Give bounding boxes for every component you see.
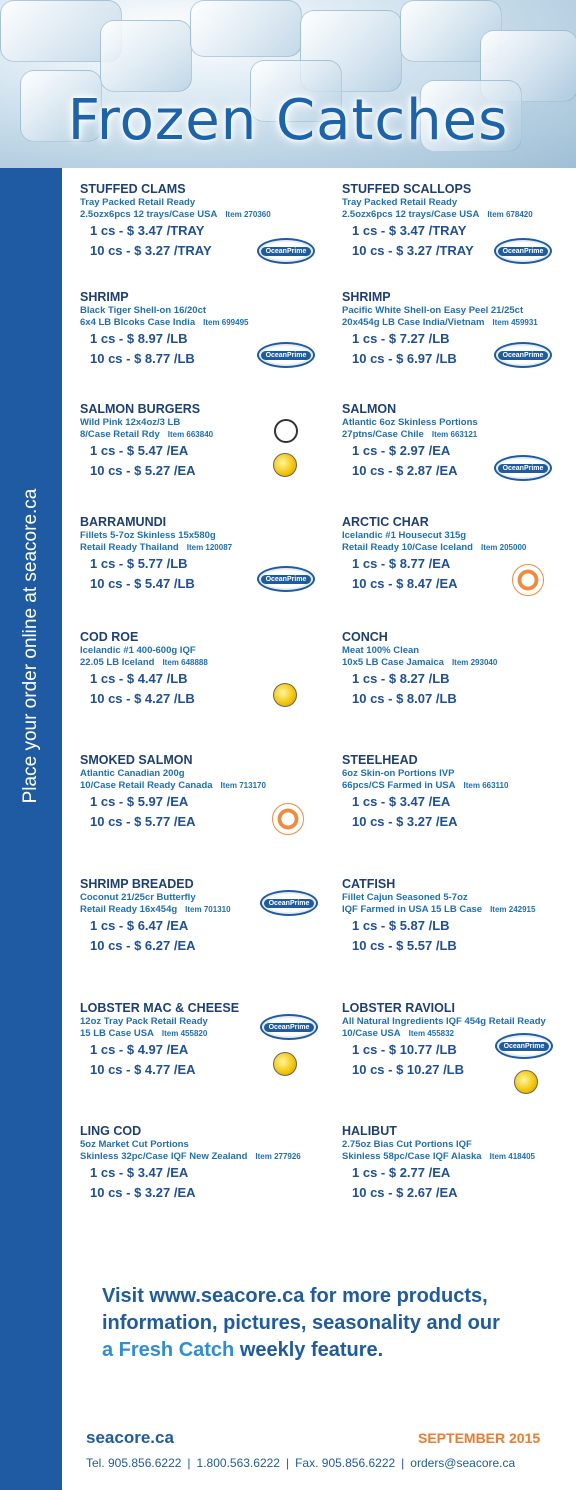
product-desc: Skinless 32pc/Case IQF New Zealand Item 277926 — [80, 1151, 301, 1162]
item-number: Item 663840 — [167, 430, 214, 439]
product-desc: 2.5ozx6pcs 12 trays/Case USA Item 678420 — [342, 209, 533, 220]
price-10cs: 10 cs - $ 3.27 /EA — [352, 814, 458, 829]
product-desc: 2.5ozx6pcs 12 trays/Case USA Item 270360 — [80, 209, 271, 220]
item-number: Item 701310 — [185, 905, 231, 914]
price-10cs: 10 cs - $ 4.77 /EA — [90, 1062, 196, 1077]
product-desc: 22.05 LB Iceland Item 648888 — [80, 657, 208, 668]
product-name: COD ROE — [80, 630, 139, 644]
item-number: Item 455820 — [161, 1029, 208, 1038]
oceanprime-logo: OceanPrime — [257, 566, 315, 592]
ice-cube-image — [190, 0, 302, 57]
product-desc: Skinless 58pc/Case IQF Alaska Item 418405 — [342, 1151, 535, 1162]
product-desc: Atlantic 6oz Skinless Portions — [342, 417, 478, 428]
product-name: LING COD — [80, 1124, 142, 1138]
price-1cs: 1 cs - $ 4.47 /LB — [90, 671, 188, 686]
product-desc: 12oz Tray Pack Retail Ready — [80, 1016, 208, 1027]
certified-stamp-icon — [512, 564, 544, 596]
price-10cs: 10 cs - $ 10.27 /LB — [352, 1062, 465, 1077]
visit-line: information, pictures, seasonality and our — [102, 1312, 500, 1334]
price-1cs: 1 cs - $ 5.97 /EA — [90, 794, 189, 809]
price-1cs: 1 cs - $ 3.47 /TRAY — [352, 223, 467, 238]
product-name: LOBSTER RAVIOLI — [342, 1001, 455, 1015]
product-desc: Retail Ready 10/Case Iceland Item 205000 — [342, 542, 527, 553]
price-10cs: 10 cs - $ 6.97 /LB — [352, 351, 457, 366]
price-10cs: 10 cs - $ 3.27 /EA — [90, 1185, 196, 1200]
item-number: Item 713170 — [220, 781, 266, 790]
product-desc: All Natural Ingredients IQF 454g Retail Ready — [342, 1016, 546, 1027]
visit-message — [102, 1283, 552, 1364]
page-title: Frozen Catches — [67, 88, 509, 153]
yellow-bird-logo-icon — [273, 453, 297, 477]
product-desc: Tray Packed Retail Ready — [342, 197, 458, 208]
product-conch — [342, 630, 576, 706]
product-desc: Icelandic #1 400-600g IQF — [80, 645, 196, 656]
fax-number: Fax. 905.856.6222 — [295, 1456, 396, 1470]
price-10cs: 10 cs - $ 2.87 /EA — [352, 463, 458, 478]
fresh-catch-highlight: a Fresh Catch — [102, 1339, 235, 1361]
product-desc: Coconut 21/25cr Butterfly — [80, 892, 196, 903]
price-10cs: 10 cs - $ 2.67 /EA — [352, 1185, 458, 1200]
product-name: SALMON BURGERS — [80, 402, 201, 416]
product-name: BARRAMUNDI — [80, 515, 167, 529]
price-10cs: 10 cs - $ 5.47 /LB — [90, 576, 195, 591]
product-desc: Meat 100% Clean — [342, 645, 420, 656]
price-10cs: 10 cs - $ 4.27 /LB — [90, 691, 195, 706]
item-number: Item 455832 — [408, 1029, 454, 1038]
product-name: SALMON — [342, 402, 397, 416]
footer-site-link[interactable]: seacore.ca — [86, 1428, 174, 1447]
header-banner — [0, 0, 576, 168]
product-name: SHRIMP — [342, 290, 391, 304]
footer-date: SEPTEMBER 2015 — [418, 1430, 541, 1446]
product-desc: 5oz Market Cut Portions — [80, 1139, 189, 1150]
product-desc: Retail Ready Thailand Item 120087 — [80, 542, 233, 553]
oceanprime-logo: OceanPrime — [257, 238, 315, 264]
item-number: Item 205000 — [480, 543, 527, 552]
price-1cs: 1 cs - $ 10.77 /LB — [352, 1042, 457, 1057]
product-desc: 10x5 LB Case Jamaica Item 293040 — [342, 657, 498, 668]
price-10cs: 10 cs - $ 8.47 /EA — [352, 576, 458, 591]
certification-seal-icon — [274, 419, 298, 443]
product-desc: 6oz Skin-on Portions IVP — [342, 768, 455, 779]
product-name: ARCTIC CHAR — [342, 515, 429, 529]
price-10cs: 10 cs - $ 6.27 /EA — [90, 938, 196, 953]
item-number: Item 699495 — [203, 318, 249, 327]
visit-line: Visit www.seacore.ca for more products, — [102, 1285, 488, 1307]
price-10cs: 10 cs - $ 5.77 /EA — [90, 814, 196, 829]
ice-cube-image — [100, 20, 192, 92]
oceanprime-logo: OceanPrime — [495, 1033, 553, 1059]
oceanprime-logo: OceanPrime — [257, 342, 315, 368]
item-number: Item 663121 — [431, 430, 478, 439]
footer-contacts: Tel. 905.856.6222 | 1.800.563.6222 | Fax. 905.856.6222 | orders@seacore.ca — [86, 1456, 516, 1470]
product-desc: Atlantic Canadian 200g — [80, 768, 185, 779]
price-10cs: 10 cs - $ 3.27 /TRAY — [352, 243, 474, 258]
item-number: Item 418405 — [489, 1152, 535, 1161]
product-desc: Pacific White Shell-on Easy Peel 21/25ct — [342, 305, 524, 316]
product-name: HALIBUT — [342, 1124, 397, 1138]
yellow-bird-logo-icon — [273, 683, 297, 707]
item-number: Item 120087 — [186, 543, 233, 552]
product-name: STUFFED CLAMS — [80, 182, 186, 196]
price-10cs: 10 cs - $ 5.27 /EA — [90, 463, 196, 478]
product-name: STEELHEAD — [342, 753, 418, 767]
price-1cs: 1 cs - $ 8.27 /LB — [352, 671, 450, 686]
product-name: SMOKED SALMON — [80, 753, 193, 767]
product-desc: Retail Ready 16x454g Item 701310 — [80, 904, 231, 915]
oceanprime-logo: OceanPrime — [260, 1014, 318, 1040]
product-desc: 10/Case USA Item 455832 — [342, 1028, 454, 1039]
tollfree-number: 1.800.563.6222 — [196, 1456, 280, 1470]
product-desc: Fillet Cajun Seasoned 5-7oz — [342, 892, 468, 903]
yellow-bird-logo-icon — [514, 1070, 538, 1094]
price-1cs: 1 cs - $ 2.77 /EA — [352, 1165, 451, 1180]
product-desc: 66pcs/CS Farmed in USA Item 663110 — [342, 780, 509, 791]
product-desc: Black Tiger Shell-on 16/20ct — [80, 305, 207, 316]
product-desc: 2.75oz Bias Cut Portions IQF — [342, 1139, 472, 1150]
price-1cs: 1 cs - $ 8.77 /EA — [352, 556, 451, 571]
yellow-bird-logo-icon — [273, 1052, 297, 1076]
product-desc: Tray Packed Retail Ready — [80, 197, 196, 208]
price-1cs: 1 cs - $ 5.87 /LB — [352, 918, 450, 933]
product-catfish — [342, 877, 576, 953]
oceanprime-logo: OceanPrime — [494, 342, 552, 368]
item-number: Item 648888 — [162, 658, 208, 667]
product-name: LOBSTER MAC & CHEESE — [80, 1001, 240, 1015]
email-link[interactable]: orders@seacore.ca — [410, 1456, 516, 1470]
product-halibut — [342, 1124, 576, 1200]
product-desc: IQF Farmed in USA 15 LB Case Item 242915 — [342, 904, 536, 915]
product-ling-cod — [80, 1124, 316, 1200]
item-number: Item 293040 — [451, 658, 498, 667]
price-1cs: 1 cs - $ 6.47 /EA — [90, 918, 189, 933]
item-number: Item 277926 — [255, 1152, 301, 1161]
oceanprime-logo: OceanPrime — [260, 890, 318, 916]
oceanprime-logo: OceanPrime — [494, 455, 552, 481]
product-steelhead — [342, 753, 576, 829]
oceanprime-logo: OceanPrime — [494, 238, 552, 264]
product-name: CONCH — [342, 630, 388, 644]
product-desc: 6x4 LB Blcoks Case India Item 699495 — [80, 317, 249, 328]
visit-line: weekly feature. — [234, 1339, 384, 1361]
product-name: SHRIMP BREADED — [80, 877, 194, 891]
item-number: Item 270360 — [225, 210, 271, 219]
product-desc: Wild Pink 12x4oz/3 LB — [80, 417, 181, 428]
price-1cs: 1 cs - $ 3.47 /EA — [352, 794, 451, 809]
product-desc: 20x454g LB Case India/Vietnam Item 459931 — [342, 317, 538, 328]
product-desc: 8/Case Retail Rdy Item 663840 — [80, 429, 214, 440]
price-1cs: 1 cs - $ 3.47 /EA — [90, 1165, 189, 1180]
price-1cs: 1 cs - $ 2.97 /EA — [352, 443, 451, 458]
certified-stamp-icon — [272, 803, 304, 835]
price-1cs: 1 cs - $ 5.77 /LB — [90, 556, 188, 571]
phone-number: Tel. 905.856.6222 — [86, 1456, 182, 1470]
product-desc: 10/Case Retail Ready Canada Item 713170 — [80, 780, 266, 791]
sidebar-order-text: Place your order online at seacore.ca — [20, 488, 41, 804]
product-desc: Icelandic #1 Housecut 315g — [342, 530, 467, 541]
product-name: STUFFED SCALLOPS — [342, 182, 472, 196]
item-number: Item 663110 — [463, 781, 509, 790]
sidebar-banner — [0, 168, 62, 1490]
price-1cs: 1 cs - $ 5.47 /EA — [90, 443, 189, 458]
price-10cs: 10 cs - $ 8.07 /LB — [352, 691, 457, 706]
item-number: Item 459931 — [492, 318, 538, 327]
price-10cs: 10 cs - $ 5.57 /LB — [352, 938, 457, 953]
price-10cs: 10 cs - $ 8.77 /LB — [90, 351, 195, 366]
product-desc: Fillets 5-7oz Skinless 15x580g — [80, 530, 216, 541]
price-10cs: 10 cs - $ 3.27 /TRAY — [90, 243, 212, 258]
product-desc: 27ptns/Case Chile Item 663121 — [342, 429, 478, 440]
price-1cs: 1 cs - $ 3.47 /TRAY — [90, 223, 205, 238]
price-1cs: 1 cs - $ 4.97 /EA — [90, 1042, 189, 1057]
price-1cs: 1 cs - $ 8.97 /LB — [90, 331, 188, 346]
product-desc: 15 LB Case USA Item 455820 — [80, 1028, 208, 1039]
price-1cs: 1 cs - $ 7.27 /LB — [352, 331, 450, 346]
item-number: Item 242915 — [490, 905, 536, 914]
product-name: SHRIMP — [80, 290, 129, 304]
item-number: Item 678420 — [487, 210, 533, 219]
product-name: CATFISH — [342, 877, 396, 891]
